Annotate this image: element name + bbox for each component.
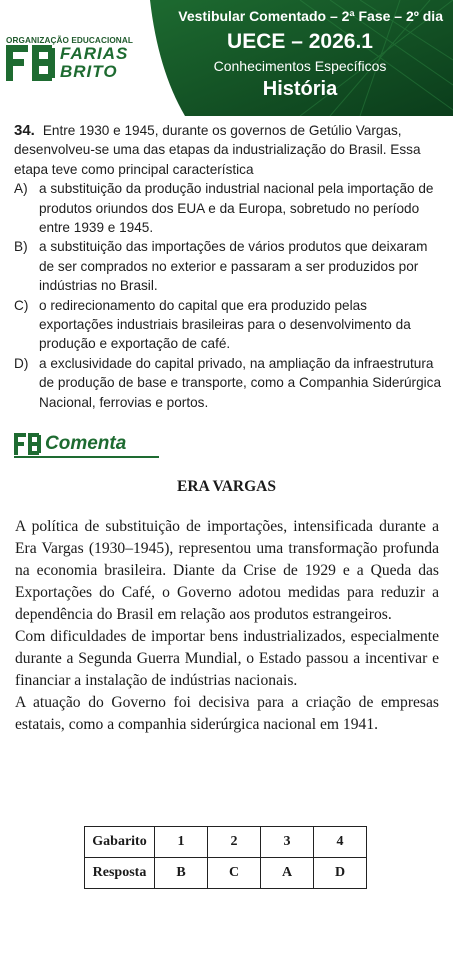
comenta-label: Comenta: [45, 433, 127, 454]
question-number-cell: 2: [208, 827, 261, 858]
comenta-divider: [14, 456, 159, 458]
alternative-c: [14, 296, 444, 354]
question-number-cell: 3: [261, 827, 314, 858]
table-row: [85, 858, 367, 889]
answer-cell: C: [208, 858, 261, 889]
commentary-paragraph: A atuação do Governo foi decisiva para a criação de empresas estatais, como a companhia siderúrgica nacional em 1941.: [15, 694, 439, 733]
question-block: [14, 121, 444, 412]
alternative-text: a exclusividade do capital privado, na ampliação da infraestrutura de produção de base e transporte, como a Companhia Siderúrgica Nacional, ferrovias e portos.: [39, 355, 442, 410]
table-header-cell: Gabarito: [85, 827, 155, 858]
question-number-cell: 1: [155, 827, 208, 858]
table-row: [85, 827, 367, 858]
question-number-cell: 4: [314, 827, 367, 858]
farias-brito-logo: [6, 36, 136, 82]
answer-cell: A: [261, 858, 314, 889]
question-stem-row: [14, 121, 444, 179]
commentary-title: ERA VARGAS: [177, 478, 276, 495]
alternative-b: [14, 237, 444, 295]
header-top-line: Vestibular Comentado – 2ª Fase – 2º dia: [178, 8, 443, 24]
question-number: 34.: [14, 122, 35, 139]
subject-title: História: [262, 78, 338, 100]
alternative-letter: C): [14, 297, 29, 313]
answer-key-table: [84, 826, 367, 889]
alternative-text: o redirecionamento do capital que era produzido pelas exportações industriais brasileiras para o desenvolvimento da produção e exportação de café.: [39, 297, 411, 352]
table-header-cell: Resposta: [85, 858, 155, 889]
comenta-badge: [14, 433, 159, 457]
alternative-a: [14, 179, 444, 237]
alternative-d: [14, 354, 444, 412]
alternative-letter: A): [14, 181, 28, 197]
answer-cell: B: [155, 858, 208, 889]
fb-logo-mark-icon: [6, 45, 56, 81]
logo-word-farias: FARIAS: [60, 44, 129, 63]
logo-org-label: ORGANIZAÇÃO EDUCACIONAL: [6, 36, 133, 45]
alternative-text: a substituição das importações de vários produtos que deixaram de ser comprados no exterior e passaram a ser produzidos por indústrias no Brasil.: [39, 239, 428, 294]
logo-word-brito: BRITO: [60, 62, 118, 81]
exam-subtitle: Conhecimentos Específicos: [213, 58, 387, 74]
commentary-paragraph: A política de substituição de importações, intensificada durante a Era Vargas (1930–1945), representou uma transformação profunda na economia brasileira. Diante da Crise de 1929 e a Queda das Exportações do Café, o Governo adotou medidas para reduzir a dependência do Brasil em relação aos produtos estrangeiros.: [15, 518, 439, 623]
commentary-paragraph: Com dificuldades de importar bens industrializados, especialmente durante a Segunda Guerra Mundial, o Estado passou a incentivar e financiar a instalação de indústrias nacionais.: [15, 628, 439, 689]
fb-comenta-icon: [14, 433, 42, 455]
page-header: [0, 0, 453, 116]
exam-title: UECE – 2026.1: [227, 30, 373, 53]
alternative-text: a substituição da produção industrial nacional pela importação de produtos oriundos dos EUA e da Europa, sobretudo no período entre 1939 e 1945.: [39, 181, 434, 236]
answer-cell: D: [314, 858, 367, 889]
alternative-letter: D): [14, 355, 29, 371]
commentary-body: [15, 516, 439, 736]
alternative-letter: B): [14, 239, 28, 255]
question-stem: Entre 1930 e 1945, durante os governos de Getúlio Vargas, desenvolveu-se uma das etapas da industrialização do Brasil. Essa etapa teve como principal característica: [14, 123, 421, 177]
